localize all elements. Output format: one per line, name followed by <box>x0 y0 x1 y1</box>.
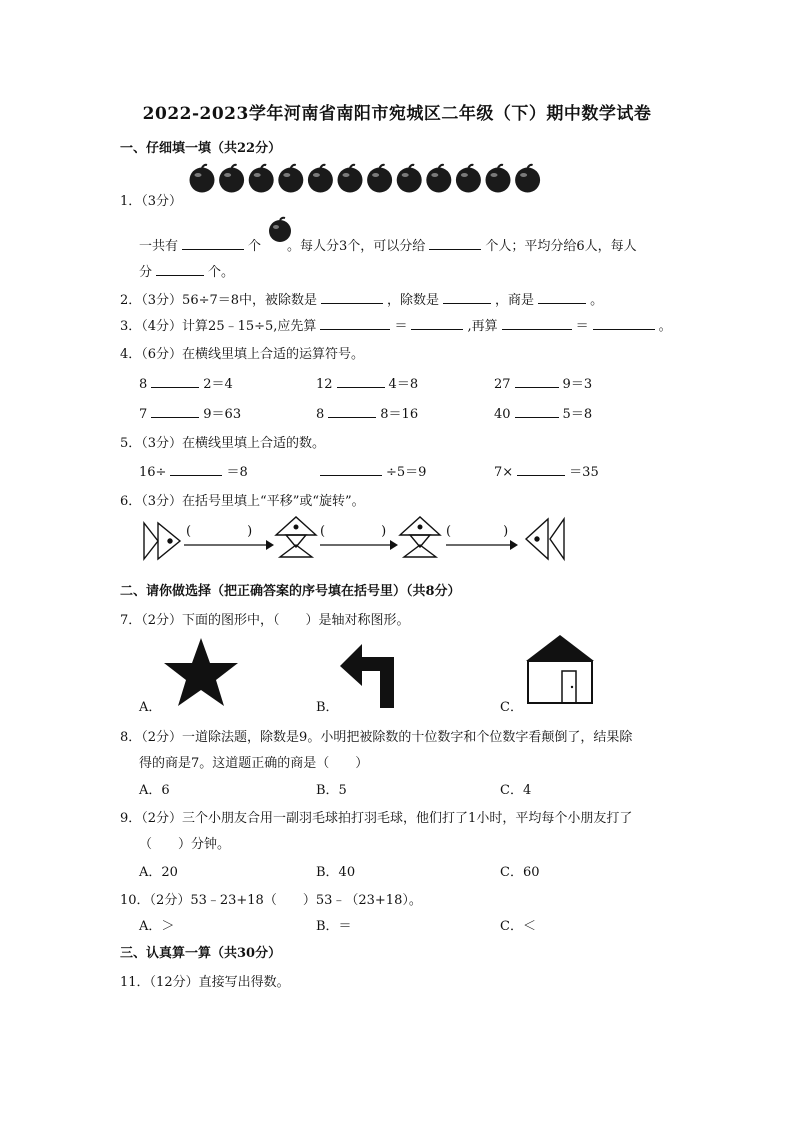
q1-blank-total[interactable] <box>182 236 244 250</box>
fish-icon <box>526 519 564 559</box>
star-icon <box>162 636 240 708</box>
q7-option-a[interactable]: A． <box>139 700 162 715</box>
q10-line1: 10．（2分）53﹣23+18（ ）53﹣（23+18）。 <box>120 893 422 908</box>
q5-item: ÷5＝9 <box>316 461 426 480</box>
q4-item: 8 2＝4 <box>139 373 233 392</box>
house-icon <box>524 633 596 705</box>
q5-item: 16÷ ＝8 <box>139 461 248 480</box>
q10-option-b[interactable]: B．＝ <box>316 919 352 934</box>
q3-blank-4[interactable] <box>593 316 655 330</box>
apple-icon <box>426 165 451 193</box>
section-1-heading: 一、仔细填一填（共22分） <box>120 141 282 156</box>
q7-option-b[interactable]: B． <box>316 700 339 715</box>
apple-icon <box>515 165 540 193</box>
page-title: 2022-2023学年河南省南阳市宛城区二年级（下）期中数学试卷 <box>142 104 652 124</box>
q10-option-c[interactable]: C．＜ <box>500 919 536 934</box>
q11-line1: 11．（12分）直接写出得数。 <box>120 975 290 990</box>
q6-head: 6．（3分）在括号里填上“平移”或“旋转”。 <box>120 494 365 509</box>
q4-item: 8 8＝16 <box>316 403 418 422</box>
q3-blank-1[interactable] <box>320 316 390 330</box>
apple-icon-row <box>188 165 553 193</box>
apple-icon <box>268 217 294 243</box>
apple-icon <box>367 165 392 193</box>
q4-item: 40 5＝8 <box>494 403 592 422</box>
fish-icon <box>276 517 316 557</box>
q1-number: 1．（3分） <box>120 194 183 209</box>
apple-icon <box>219 165 244 193</box>
q2-blank-dividend[interactable] <box>321 290 383 304</box>
apple-icon <box>338 165 363 193</box>
q5-item: 7× ＝35 <box>494 461 599 480</box>
q8-option-c[interactable]: C．4 <box>500 783 532 798</box>
q4-item: 27 9＝3 <box>494 373 592 392</box>
apple-icon <box>397 165 422 193</box>
q8-line2: 得的商是7。这道题正确的商是（ ） <box>139 756 369 771</box>
q10-option-a[interactable]: A．＞ <box>139 919 175 934</box>
q6-figure-sequence <box>140 515 570 567</box>
fish-icon <box>400 517 440 557</box>
q8-line1: 8．（2分）一道除法题，除数是9。小明把被除数的十位数字和个位数字看颠倒了，结果除 <box>120 730 633 745</box>
q5-head: 5．（3分）在横线里填上合适的数。 <box>120 436 326 451</box>
q9-option-a[interactable]: A．20 <box>139 865 178 880</box>
q3-blank-3[interactable] <box>502 316 572 330</box>
q9-option-c[interactable]: C．60 <box>500 865 540 880</box>
q4-item: 12 4＝8 <box>316 373 418 392</box>
q4-head: 4．（6分）在横线里填上合适的运算符号。 <box>120 347 365 362</box>
fish-icon <box>144 523 180 559</box>
q3: 3．（4分）计算25﹣15÷5,应先算 ＝ ,再算 ＝ 。 <box>120 315 672 334</box>
q3-blank-2[interactable] <box>411 316 463 330</box>
q6-answer-paren-3[interactable]: ( ) <box>446 524 509 539</box>
apple-icon <box>278 165 303 193</box>
section-3-heading: 三、认真算一算（共30分） <box>120 946 282 961</box>
q7-head: 7．（2分）下面的图形中，（ ）是轴对称图形。 <box>120 613 410 628</box>
q1-line1: 一共有 个 。每人分3个，可以分给 个人；平均分给6人，每人 <box>139 235 637 254</box>
q7-option-c[interactable]: C． <box>500 700 523 715</box>
q2-blank-quotient[interactable] <box>538 290 586 304</box>
turn-left-arrow-icon <box>338 640 402 710</box>
q6-answer-paren-1[interactable]: ( ) <box>186 524 253 539</box>
q9-line2: （ ）分钟。 <box>139 837 231 852</box>
q2: 2．（3分）56÷7＝8中，被除数是 ，除数是 ，商是 。 <box>120 289 603 308</box>
q1-blank-people[interactable] <box>429 236 481 250</box>
q4-item: 7 9＝63 <box>139 403 241 422</box>
q9-line1: 9．（2分）三个小朋友合用一副羽毛球拍打羽毛球，他们打了1小时，平均每个小朋友打了 <box>120 811 633 826</box>
q1-line2: 分 个。 <box>139 261 234 280</box>
q1-blank-each[interactable] <box>156 262 204 276</box>
q6-answer-paren-2[interactable]: ( ) <box>320 524 387 539</box>
q8-option-a[interactable]: A．6 <box>139 783 170 798</box>
apple-icon <box>456 165 481 193</box>
apple-icon <box>486 165 511 193</box>
apple-icon <box>249 165 274 193</box>
apple-icon <box>308 165 333 193</box>
q2-blank-divisor[interactable] <box>443 290 491 304</box>
section-2-heading: 二、请你做选择（把正确答案的序号填在括号里）（共8分） <box>120 584 461 599</box>
apple-icon <box>190 165 215 193</box>
q8-option-b[interactable]: B．5 <box>316 783 347 798</box>
q9-option-b[interactable]: B．40 <box>316 865 356 880</box>
